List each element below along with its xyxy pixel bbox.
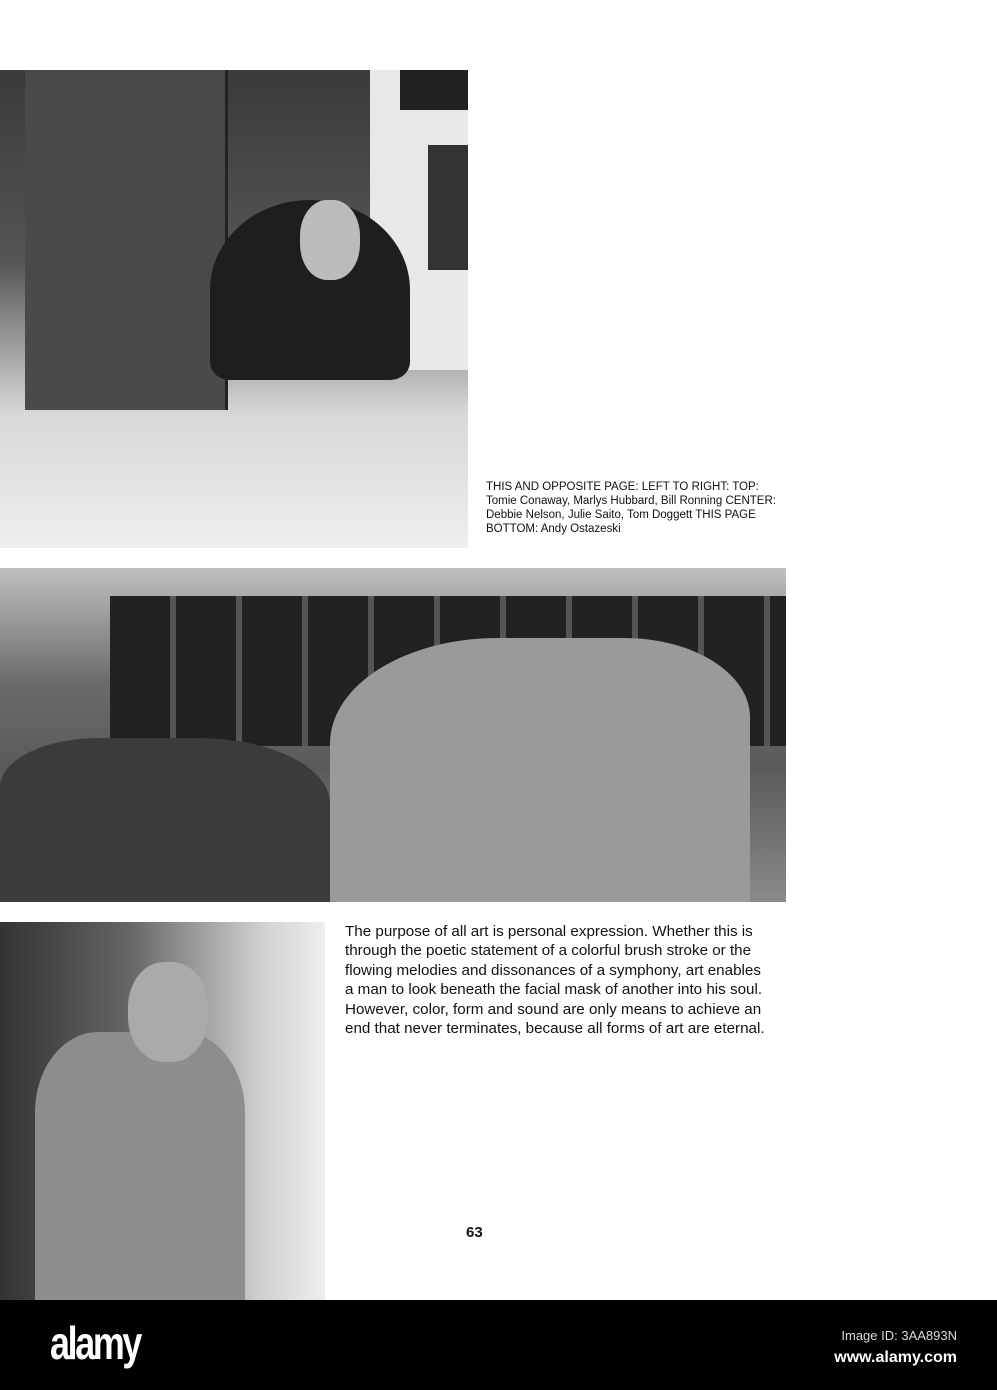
body-paragraph: The purpose of all art is personal expression. Whether this is through the poetic statement of a colorful brush stroke or the flowing melodies and dissonances of a symphony, art enables a man to look beneath the facial mask of another into his soul. However, color, form and sound are only means to achieve an end that never terminates, because all forms of art are eternal. [345, 923, 765, 1038]
man-figure [35, 1032, 245, 1300]
cabinet [25, 70, 228, 410]
man-head [300, 200, 360, 280]
wall-art [428, 145, 468, 270]
photo-caption: THIS AND OPPOSITE PAGE: LEFT TO RIGHT: TOP: Tomie Conaway, Marlys Hubbard, Bill Ronning CENTER: Debbie Nelson, Julie Saito, Tom Doggett THIS PAGE BOTTOM: Andy Ostazeski [486, 481, 776, 535]
man-head [128, 962, 208, 1062]
page-number: 63 [466, 1224, 483, 1241]
photo-smiling-man [0, 922, 325, 1300]
teacher-figure [330, 638, 750, 902]
site-url: www.alamy.com [834, 1349, 957, 1366]
students [0, 738, 330, 902]
photo-man-feet-on-table [0, 70, 468, 548]
alamy-logo: alamy [50, 1317, 141, 1369]
image-id: Image ID: 3AA893N [841, 1328, 957, 1343]
wall-art [400, 70, 468, 110]
photo-classroom-teacher [0, 568, 786, 902]
watermark-footer [0, 1300, 997, 1390]
